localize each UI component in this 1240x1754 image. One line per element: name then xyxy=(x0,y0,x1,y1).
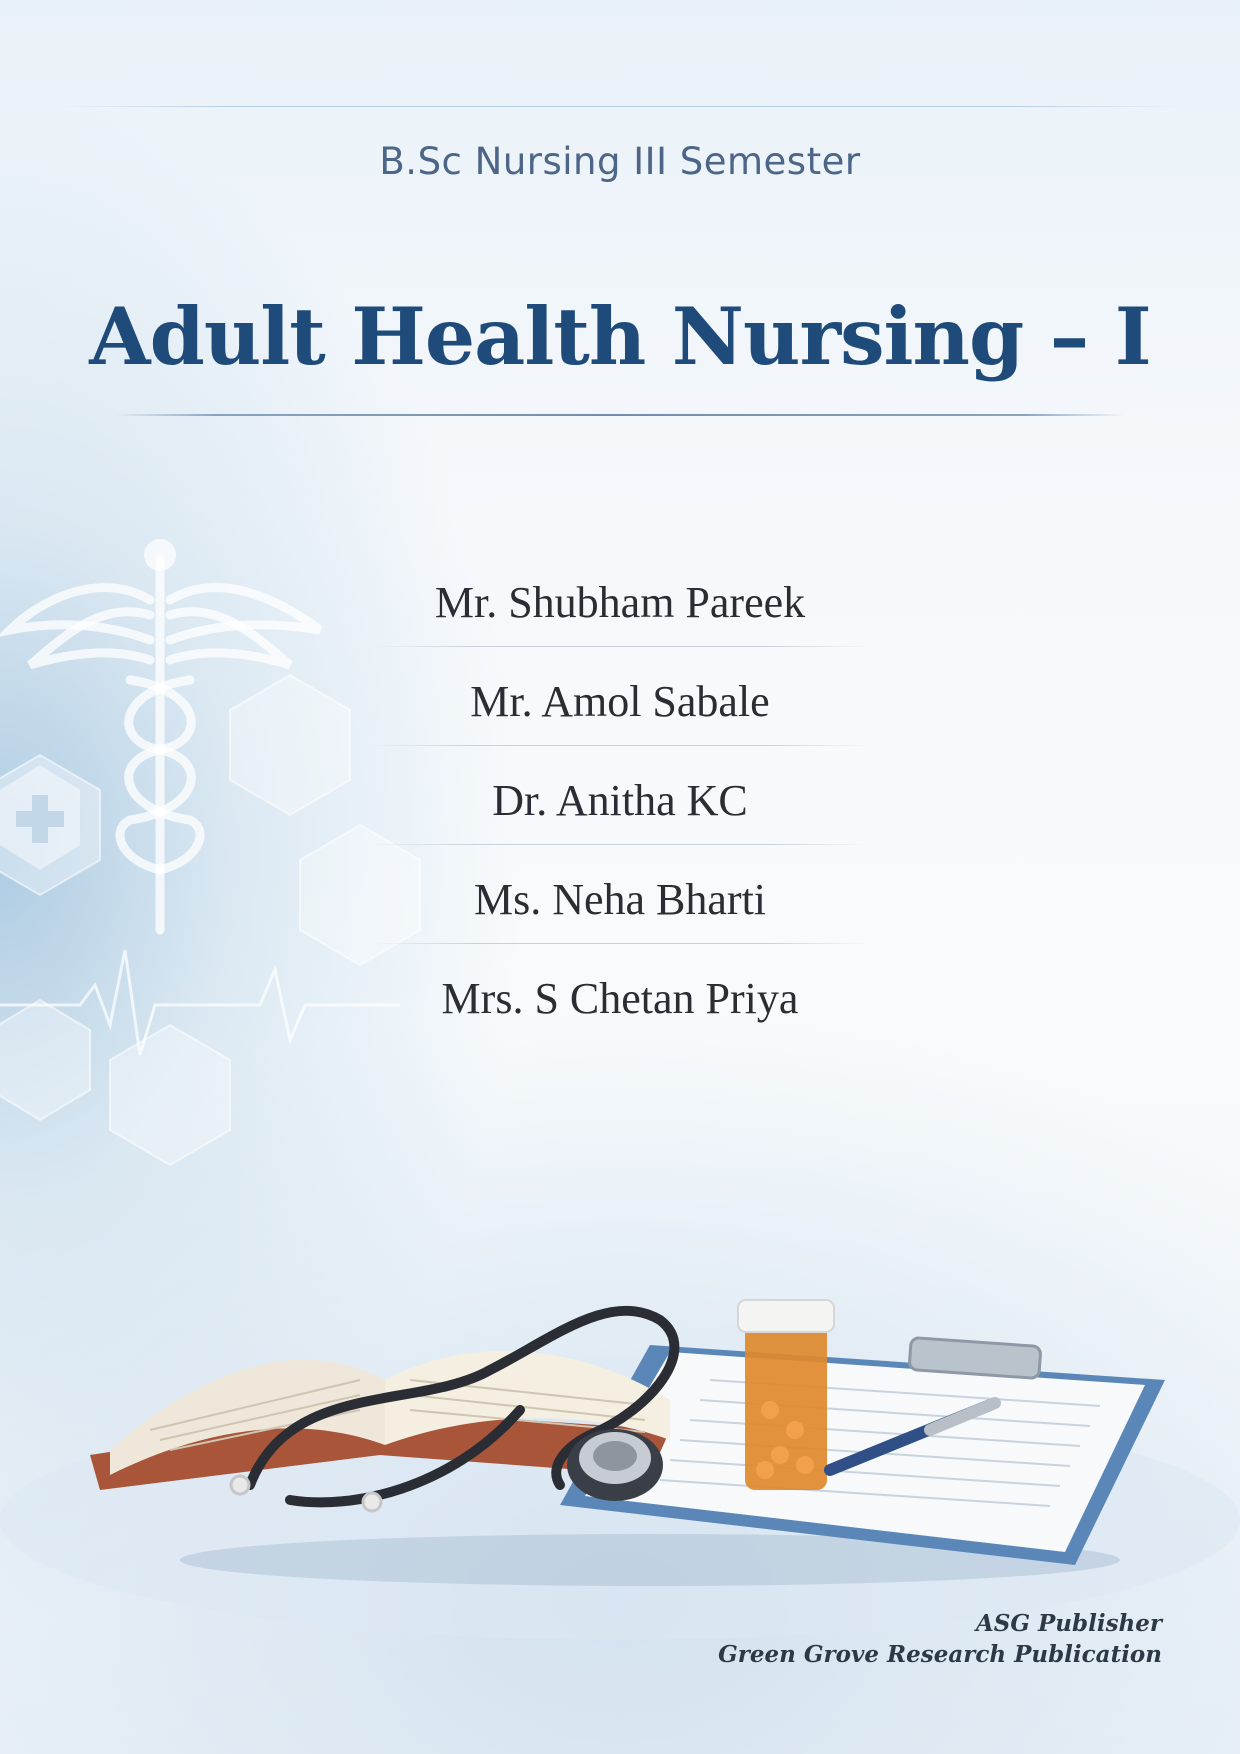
author-name: Mr. Shubham Pareek xyxy=(370,570,870,669)
author-name: Dr. Anitha KC xyxy=(370,768,870,867)
author-name: Mrs. S Chetan Priya xyxy=(441,974,799,1023)
title-underline xyxy=(115,414,1125,416)
publisher-imprint: Green Grove Research Publication xyxy=(718,1641,1162,1668)
author-divider xyxy=(370,646,870,647)
hexagon-pattern xyxy=(0,675,420,1165)
top-rule xyxy=(60,106,1180,107)
author-divider xyxy=(370,943,870,944)
author-divider xyxy=(370,745,870,746)
author-name: Mr. Amol Sabale xyxy=(370,669,870,768)
author-divider xyxy=(370,844,870,845)
pill-bottle-icon xyxy=(738,1300,834,1490)
medical-illustration xyxy=(90,1260,1170,1590)
book-title: Adult Health Nursing – I xyxy=(89,290,1151,383)
author-list xyxy=(370,570,870,1065)
course-subtitle: B.Sc Nursing III Semester xyxy=(379,140,861,183)
stethoscope-chestpiece xyxy=(567,1429,663,1501)
publisher-block xyxy=(718,1608,1162,1670)
author-name: Ms. Neha Bharti xyxy=(370,867,870,966)
publisher-name: ASG Publisher xyxy=(975,1610,1162,1637)
